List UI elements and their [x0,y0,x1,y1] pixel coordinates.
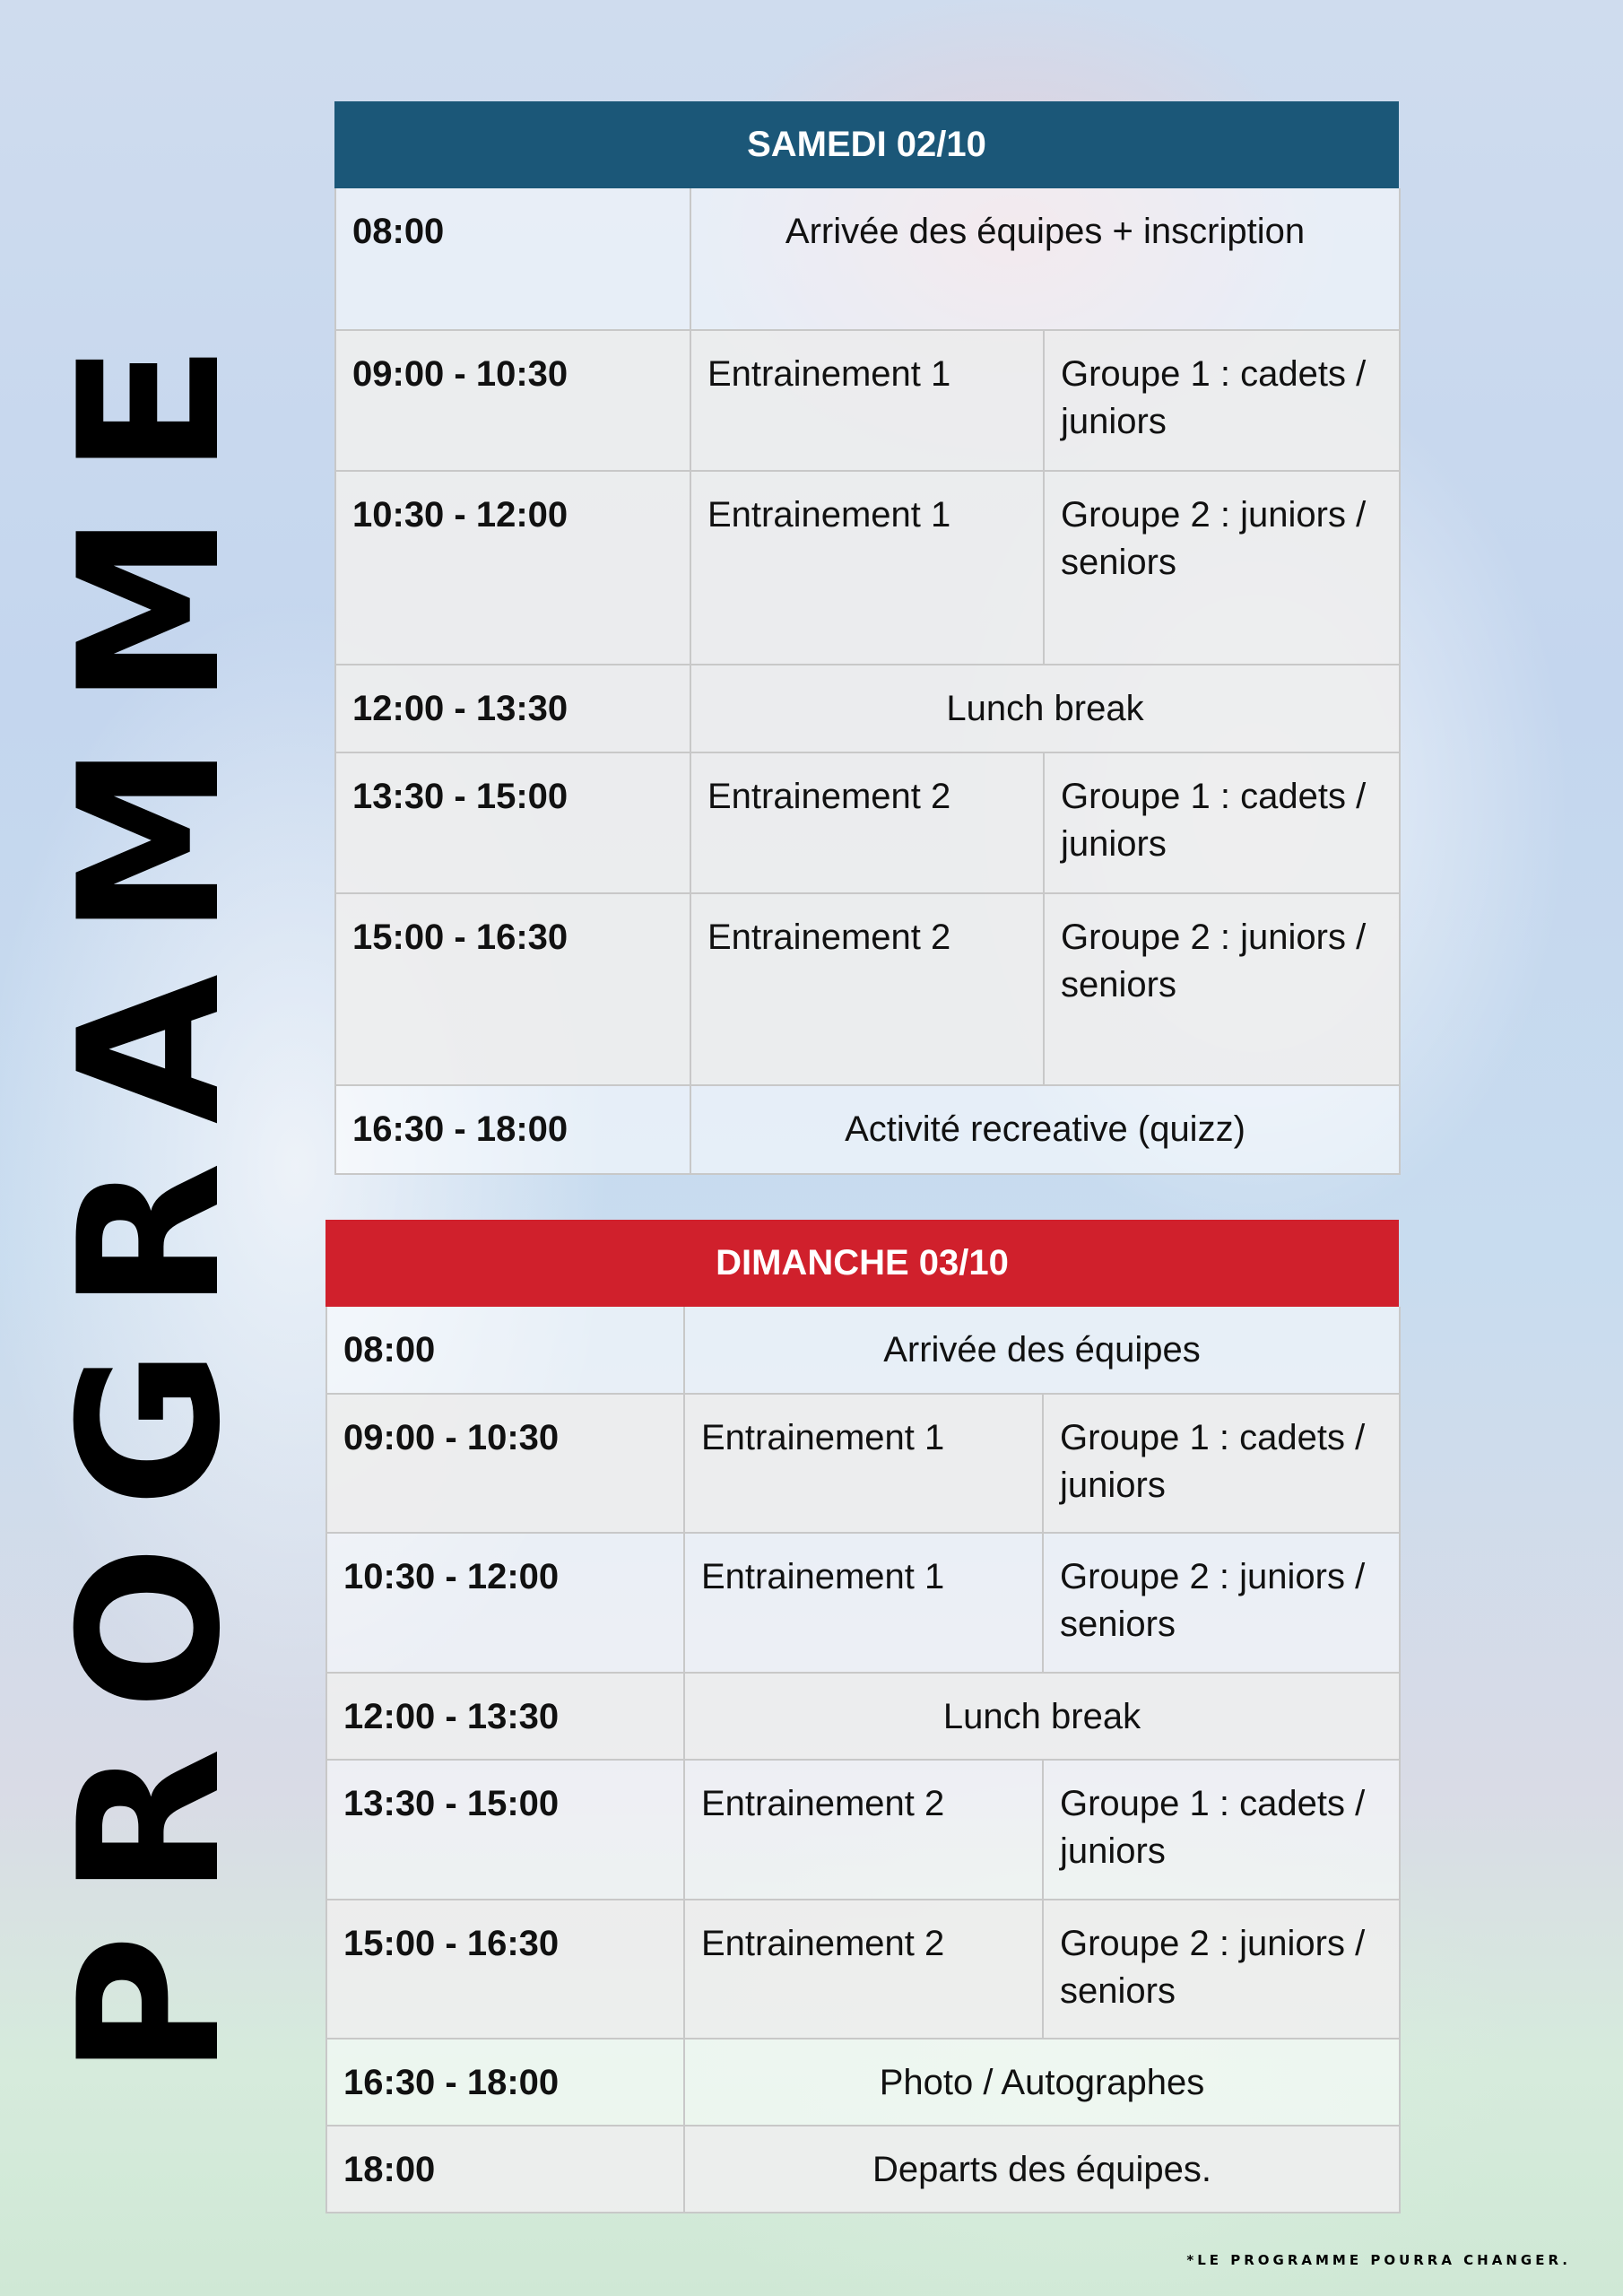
time-cell: 08:00 [327,1307,685,1395]
activity-cell: Entrainement 2 [685,1761,1044,1900]
disclaimer-note: *LE PROGRAMME POURRA CHANGER. [1186,2252,1571,2268]
activity-cell: Arrivée des équipes [685,1307,1401,1395]
schedule-table [325,1307,1399,2213]
activity-cell: Photo / Autographes [685,2039,1401,2126]
activity-cell: Lunch break [691,665,1401,753]
group-cell: Groupe 2 : juniors / seniors [1044,1900,1401,2039]
day-schedule-dimanche [325,1220,1399,2213]
group-cell: Groupe 1 : cadets / juniors [1044,1761,1401,1900]
group-cell: Groupe 1 : cadets / juniors [1045,331,1401,472]
group-cell: Groupe 1 : cadets / juniors [1044,1395,1401,1534]
time-cell: 10:30 - 12:00 [336,472,691,665]
activity-cell: Arrivée des équipes + inscription [691,188,1401,331]
activity-cell: Lunch break [685,1674,1401,1761]
day-header: DIMANCHE 03/10 [325,1220,1399,1307]
activity-cell: Entrainement 2 [691,894,1045,1086]
time-cell: 16:30 - 18:00 [336,1086,691,1175]
group-cell: Groupe 2 : juniors / seniors [1044,1534,1401,1674]
activity-cell: Entrainement 1 [685,1534,1044,1674]
activity-cell: Entrainement 1 [691,472,1045,665]
group-cell: Groupe 2 : juniors / seniors [1045,472,1401,665]
group-cell: Groupe 2 : juniors / seniors [1045,894,1401,1086]
activity-cell: Entrainement 1 [685,1395,1044,1534]
activity-cell: Activité recreative (quizz) [691,1086,1401,1175]
time-cell: 10:30 - 12:00 [327,1534,685,1674]
day-schedule-samedi [334,101,1399,1175]
activity-cell: Departs des équipes. [685,2126,1401,2213]
time-cell: 09:00 - 10:30 [336,331,691,472]
schedule-table [334,188,1399,1175]
time-cell: 13:30 - 15:00 [336,753,691,894]
activity-cell: Entrainement 2 [691,753,1045,894]
time-cell: 13:30 - 15:00 [327,1761,685,1900]
day-header: SAMEDI 02/10 [334,101,1399,188]
activity-cell: Entrainement 1 [691,331,1045,472]
time-cell: 15:00 - 16:30 [336,894,691,1086]
time-cell: 16:30 - 18:00 [327,2039,685,2126]
time-cell: 15:00 - 16:30 [327,1900,685,2039]
time-cell: 18:00 [327,2126,685,2213]
time-cell: 08:00 [336,188,691,331]
time-cell: 12:00 - 13:30 [336,665,691,753]
time-cell: 09:00 - 10:30 [327,1395,685,1534]
activity-cell: Entrainement 2 [685,1900,1044,2039]
programme-title: PROGRAMME [38,305,263,2077]
group-cell: Groupe 1 : cadets / juniors [1045,753,1401,894]
time-cell: 12:00 - 13:30 [327,1674,685,1761]
